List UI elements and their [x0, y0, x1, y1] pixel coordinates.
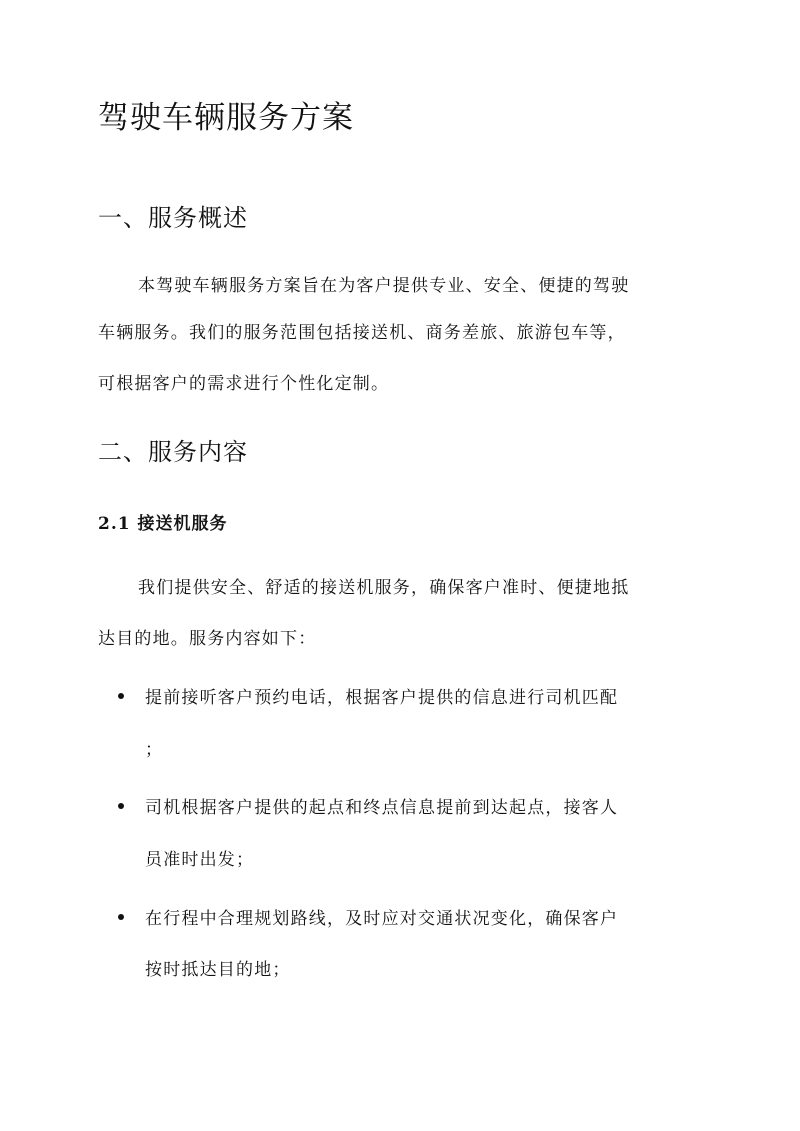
- paragraph-line: 本驾驶车辆服务方案旨在为客户提供专业、安全、便捷的驾驶: [138, 276, 630, 296]
- paragraph-line: 车辆服务。我们的服务范围包括接送机、商务差旅、旅游包车等，: [98, 323, 626, 343]
- section-heading-content: 二、服务内容: [98, 438, 248, 466]
- bullet-dot: [118, 803, 124, 809]
- paragraph-line: 我们提供安全、舒适的接送机服务，确保客户准时、便捷地抵: [138, 578, 630, 598]
- list-item-line: 员准时出发；: [145, 850, 255, 870]
- paragraph-line: 可根据客户的需求进行个性化定制。: [98, 374, 390, 394]
- paragraph-line: 达目的地。服务内容如下：: [98, 629, 317, 649]
- bullet-dot: [118, 693, 124, 699]
- document-title: 驾驶车辆服务方案: [98, 100, 354, 136]
- list-item-line: 司机根据客户提供的起点和终点信息提前到达起点，接客人: [145, 798, 619, 818]
- list-item-line: 在行程中合理规划路线，及时应对交通状况变化，确保客户: [145, 909, 619, 929]
- bullet-dot: [118, 914, 124, 920]
- section-heading-overview: 一、服务概述: [98, 204, 248, 232]
- list-item-line: 提前接听客户预约电话，根据客户提供的信息进行司机匹配: [145, 688, 619, 708]
- list-item-line: ；: [145, 740, 164, 760]
- list-item-line: 按时抵达目的地；: [145, 960, 291, 980]
- subsection-heading-airport: 2.1 接送机服务: [98, 514, 228, 534]
